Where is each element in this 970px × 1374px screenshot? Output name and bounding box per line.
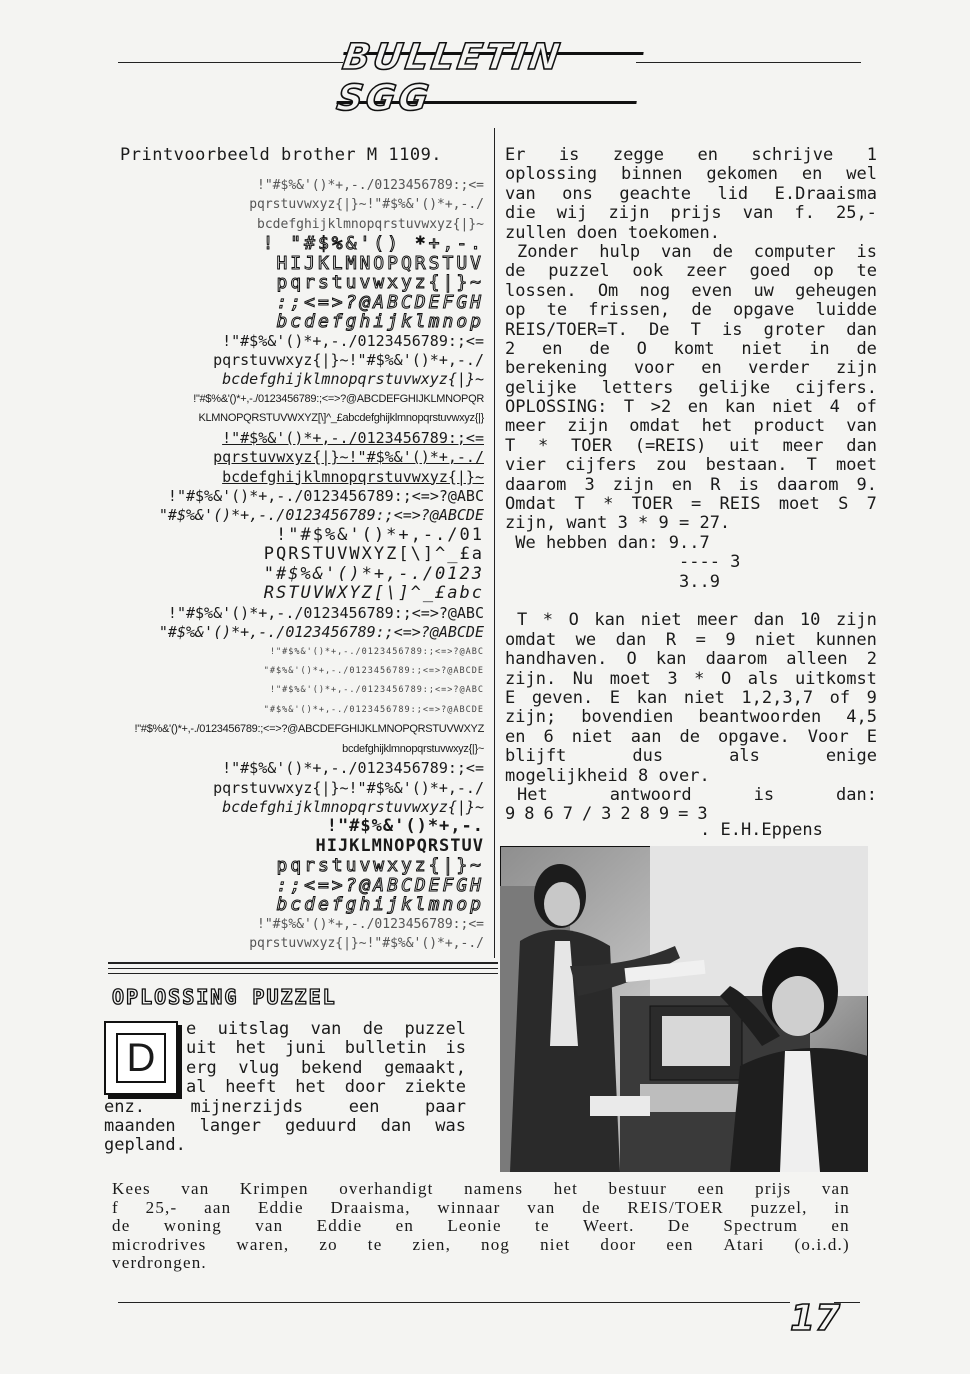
sample-line: !"#$%&'()*+,-./0123456789:;<=>?@ABCDEFGHIJKLMNOPQR <box>193 392 484 405</box>
solution-line <box>505 592 877 611</box>
sample-line: PQRSTUVWXYZ[\]^_£a <box>263 545 484 565</box>
sample-line: bcdefghijklmnopqrstuvwxyz{|}~ <box>222 370 484 389</box>
column-divider <box>494 128 495 958</box>
solution-line: en 6 niet aan de opgave. Voor E <box>505 726 877 747</box>
sample-line: "#$%&'()*+,-./0123456789:;<=>?@ABCDE <box>263 704 484 715</box>
sample-line: bcdefghijklmnopqrstuvwxyz{|}~ <box>222 798 484 816</box>
sample-line: pqrstuvwxyz{|}~!"#$%&'()*+,-./ <box>213 350 484 369</box>
solution-line: 2 en de O komt niet in de <box>505 338 877 359</box>
solution-line: E geven. E kan niet 1,2,3,7 of 9 <box>505 687 877 708</box>
solution-line: zijn. Nu moet 3 * O als uitkomst <box>505 668 877 689</box>
solution-line: Er is zegge en schrijve 1 <box>505 145 877 165</box>
print-sample-block <box>112 176 484 954</box>
drop-cap-letter: D <box>116 1033 166 1083</box>
solution-line: meer zijn omdat het product van <box>505 416 877 437</box>
print-sample-title: Printvoorbeeld brother M 1109. <box>120 145 443 165</box>
sample-line: !"#$%&'()*+,-./0123456789:;<= <box>222 331 484 350</box>
sample-line: bcdefghijklmnop <box>276 895 484 915</box>
sample-line: pqrstuvwxyz{|}~!"#$%&'()*+,-./ <box>213 778 484 797</box>
puzzle-line: erg vlug bekend gemaakt, <box>186 1057 466 1078</box>
sample-line: bcdefghijklmnopqrstuvwxyz{|}~ <box>222 467 484 486</box>
sample-line: "#$%&'()*+,-./0123456789:;<=>?@ABCDE <box>158 623 484 642</box>
photo-caption <box>112 1180 850 1273</box>
sample-line: bcdefghijklmnopqrstuvwxyz{|}~ <box>257 216 484 232</box>
solution-line: lossen. Om nog even uw geheugen <box>505 280 877 301</box>
sample-line: bcdefghijklmnop <box>276 312 484 332</box>
section-rule-3 <box>108 973 498 974</box>
puzzle-heading: OPLOSSING PUZZEL <box>112 985 337 1009</box>
sample-line: pqrstuvwxyz{|}~!"#$%&'()*+,-./ <box>213 448 484 467</box>
caption-line: f 25,- aan Eddie Draaisma, winnaar van de REIS/TOER puzzel, in <box>112 1197 850 1217</box>
photo <box>500 846 868 1172</box>
author-signature: . E.H.Eppens <box>700 820 823 840</box>
puzzle-line: gepland. <box>104 1135 186 1156</box>
solution-line: die wij zijn prijs van f. 25,- <box>505 203 877 224</box>
sample-line: ! "#$%&'() *+,-. <box>262 234 484 254</box>
solution-line: REIS/TOER=T. De T is groter dan <box>505 319 877 340</box>
sample-line: pqrstuvwxyz{|}~ <box>276 856 484 876</box>
sample-line: pqrstuvwxyz{|}~!"#$%&'()*+,-./ <box>249 936 484 952</box>
solution-line: Omdat T * TOER = REIS moet S 7 <box>505 494 877 515</box>
solution-line: T * O kan niet meer dan 10 zijn <box>517 610 877 631</box>
sample-line: !"#$%&'()*+,-./01 <box>276 525 484 545</box>
sample-line: bcdefghijklmnopqrstuvwxyz{|}~ <box>342 742 484 755</box>
solution-line: gelijke letters gelijke cijfers. <box>505 377 877 398</box>
solution-line: omdat we dan R = 9 niet kunnen <box>505 629 877 650</box>
solution-line: op te frissen, de opgave luidde <box>505 300 877 321</box>
solution-line: We hebben dan: 9..7 <box>505 532 710 553</box>
solution-text <box>505 146 877 825</box>
solution-line: ---- 3 <box>505 552 741 573</box>
solution-line: de puzzel ook zeer goed op te <box>505 261 877 282</box>
sample-line: :;<=>?@ABCDEFGH <box>276 292 484 313</box>
solution-line: Zonder hulp van de computer is <box>517 241 877 262</box>
solution-line: handhaven. O kan daarom alleen 2 <box>505 649 877 670</box>
puzzle-line: e uitslag van de puzzel <box>186 1019 466 1039</box>
sample-line: pqrstuvwxyz{|}~!"#$%&'()*+,-./ <box>249 197 484 213</box>
sample-line: RSTUVWXYZ[\]^_£abc <box>263 584 484 604</box>
sample-line: HIJKLMNOPQRSTUV <box>315 836 484 856</box>
sample-line: "#$%&'()*+,-./0123456789:;<=>?@ABCDE <box>263 665 484 676</box>
section-rule-1 <box>108 962 498 964</box>
sample-line: !"#$%&'()*+,-. <box>326 817 484 837</box>
solution-line: OPLOSSING: T >2 en kan niet 4 of <box>505 397 877 418</box>
puzzle-line: maanden langer geduurd dan was <box>104 1115 466 1136</box>
solution-line: mogelijkheid 8 over. <box>505 765 710 786</box>
sample-line: !"#$%&'()*+,-./0123456789:;<= <box>257 916 484 932</box>
solution-line: blijft dus als enige <box>505 746 877 767</box>
sample-line: HIJKLMNOPQRSTUV <box>276 253 484 274</box>
section-rule-2 <box>108 968 498 969</box>
sample-line: !"#$%&'()*+,-./0123456789:;<=>?@ABC <box>167 487 484 505</box>
puzzle-paragraph <box>104 1020 466 1156</box>
header-rule-left <box>118 62 343 63</box>
bulletin-banner: BULLETIN SGG <box>336 52 643 104</box>
sample-line: !"#$%&'()*+,-./0123456789:;<= <box>257 178 484 193</box>
sample-line: !"#$%&'()*+,-./0123456789:;<=>?@ABCDEFGHIJKLMNOPQRSTUVWXYZ <box>134 723 484 736</box>
caption-line: microdrives waren, zo te zien, nog niet door een Atari (o.i.d.) <box>112 1234 850 1254</box>
solution-line: daarom 3 zijn en R is daarom 9. <box>505 474 877 495</box>
footer-rule <box>118 1302 790 1303</box>
sample-line: !"#$%&'()*+,-./0123456789:;<=>?@ABC <box>269 646 484 657</box>
sample-line: !"#$%&'()*+,-./0123456789:;<=>?@ABC <box>269 685 484 696</box>
solution-line: oplossing binnen gekomen en wel <box>505 164 877 185</box>
solution-line: zijn; bovendien beantwoorden 4,5 <box>505 707 877 728</box>
sample-line: pqrstuvwxyz{|}~ <box>276 273 484 293</box>
sample-line: !"#$%&'()*+,-./0123456789:;<=>?@ABC <box>167 603 484 622</box>
sample-line: !"#$%&'()*+,-./0123456789:;<= <box>222 428 484 447</box>
sample-line: !"#$%&'()*+,-./0123456789:;<= <box>222 759 484 778</box>
solution-line: vier cijfers zou bestaan. T moet <box>505 455 877 476</box>
solution-line: zullen doen toekomen. <box>505 222 720 243</box>
sample-line: KLMNOPQRSTUVWXYZ[\]^_£abcdefghijklmnopqrstuvwxyz{|} <box>198 412 484 425</box>
caption-line: Kees van Krimpen overhandigt namens het bestuur een prijs van <box>112 1179 850 1198</box>
puzzle-line: uit het juni bulletin is <box>186 1038 466 1059</box>
solution-line: berekening voor en verder zijn <box>505 358 877 379</box>
photo-image <box>500 846 868 1172</box>
puzzle-line: enz. mijnerzijds een paar <box>104 1096 466 1117</box>
sample-line: "#$%&'()*+,-./0123 <box>263 564 484 584</box>
caption-line: de woning van Eddie en Leonie te Weert. De Spectrum en <box>112 1216 850 1235</box>
solution-line: 9867/3289=3 <box>505 804 717 825</box>
solution-line: 3..9 <box>505 571 720 592</box>
solution-line: Het antwoord is dan: <box>517 784 877 805</box>
sample-line: :;<=>?@ABCDEFGH <box>276 875 484 896</box>
page-number: 17 <box>790 1298 841 1339</box>
solution-line: T * TOER (=REIS) uit meer dan <box>505 435 877 456</box>
caption-line: verdrongen. <box>112 1253 207 1272</box>
puzzle-line: al heeft het door ziekte <box>186 1077 466 1098</box>
solution-line: zijn, want 3 * 9 = 27. <box>505 513 731 534</box>
sample-line: "#$%&'()*+,-./0123456789:;<=>?@ABCDE <box>158 506 484 525</box>
header-rule-right <box>636 62 861 63</box>
solution-line: van ons geachte lid E.Draaisma <box>505 183 877 204</box>
